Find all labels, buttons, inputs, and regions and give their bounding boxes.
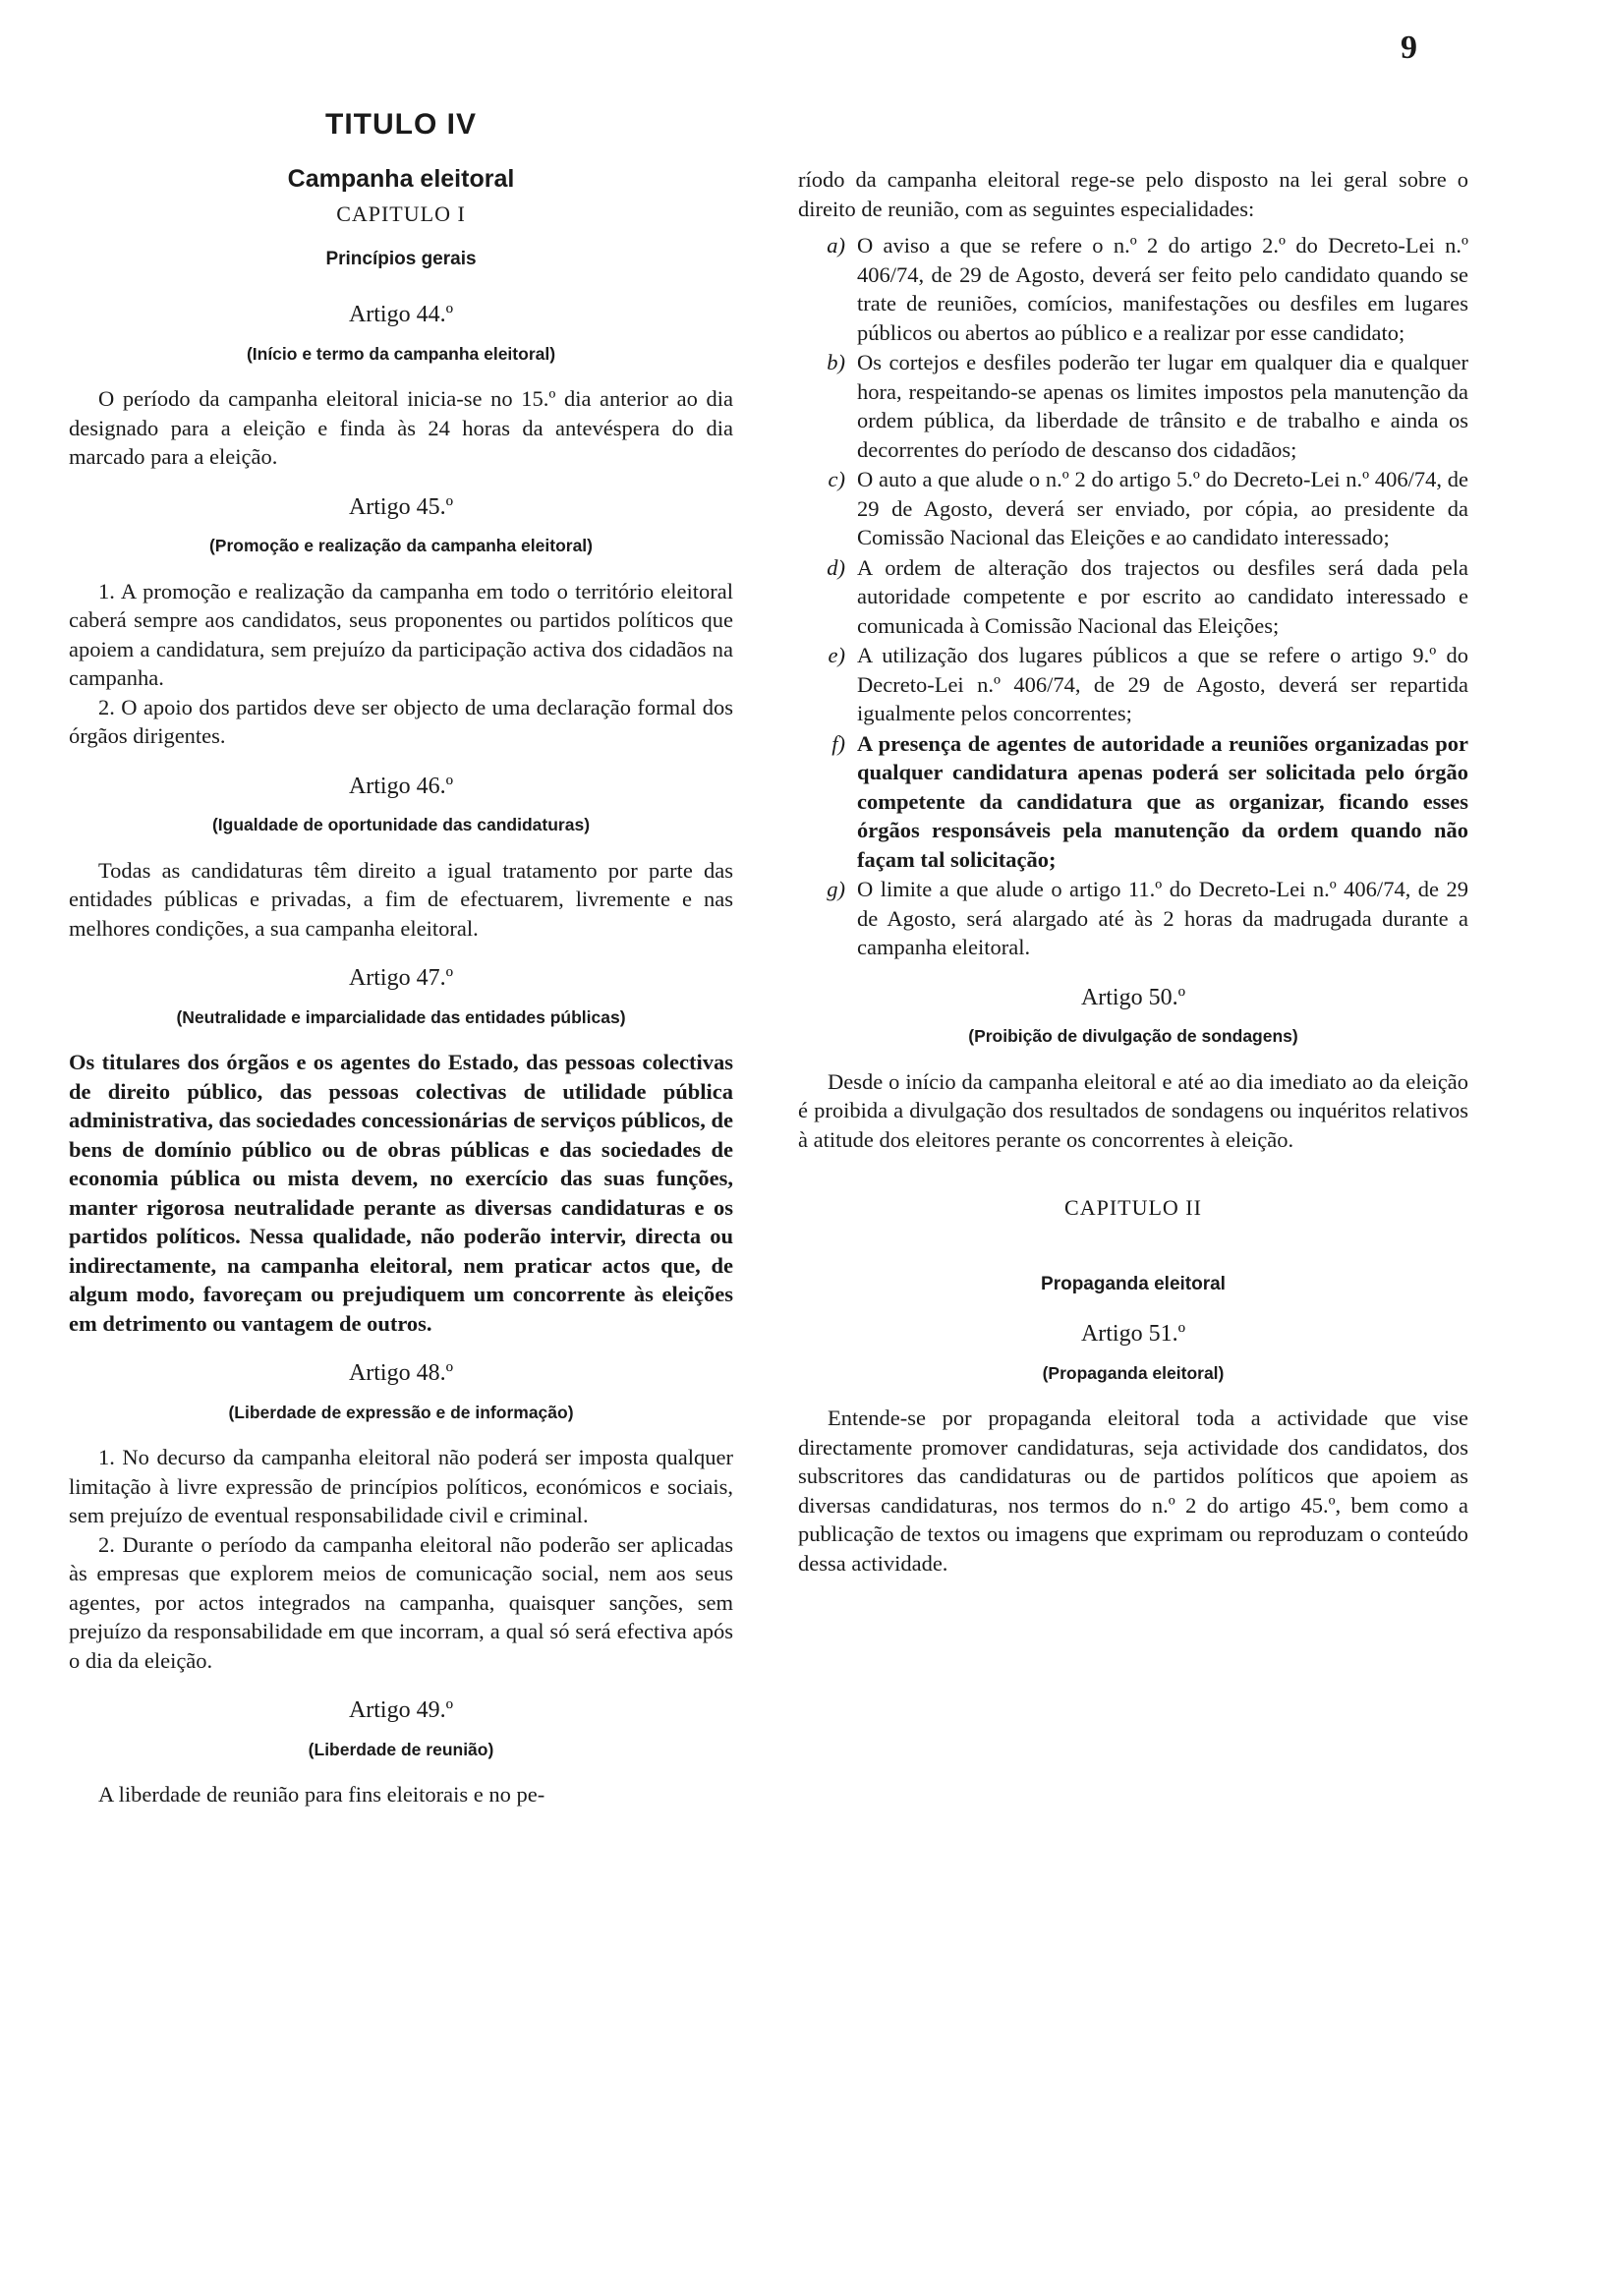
list-item [798,875,1468,962]
article-49-heading: (Liberdade de reunião) [308,1739,494,1759]
article-45-label: Artigo 45.º [348,493,454,520]
article-47-paragraph: Os titulares dos órgãos e os agentes do Estado, das pessoas colectivas de direito público, das pessoas colectivas de utilidade pública administrativa, das sociedades concessionárias de serviços públicos, de bens de domínio público ou de obras públicas e das sociedades de economia pública ou mista devem, no exercício das suas funções, manter rigorosa neutralidade perante as diversas candidaturas e os partidos políticos. Nessa qualidade, não poderão intervir, directa ou indirectamente, na campanha eleitoral, nem praticar actos que, de algum modo, favoreçam ou prejudiquem um concorrente às eleições em detrimento ou vantagem de outros. [69,1050,733,1336]
list-item-text: A utilização dos lugares públicos a que se refere o artigo 9.º do Decreto-Lei n.º 406/74, de 29 de Agosto, deverá ser repartida igualmente pelos concorrentes; [857,643,1468,725]
article-49-paragraph: A liberdade de reunião para fins eleitorais e no pe- [98,1782,545,1807]
list-item-text: O auto a que alude o n.º 2 do artigo 5.º do Decreto-Lei n.º 406/74, de 29 de Agosto, deverá ser enviado, por cópia, ao presidente da Comissão Nacional das Eleições e ao candidato interessado; [857,467,1468,549]
list-item [798,729,1468,875]
section-2-heading: Propaganda eleitoral [1041,1273,1226,1294]
article-44-label: Artigo 44.º [348,302,454,327]
list-item-text: O aviso a que se refere o n.º 2 do artigo 2.º do Decreto-Lei n.º 406/74, de 29 de Agosto, deverá ser feito pelo candidato quando se trate de reuniões, comícios, manifestações ou desfiles em lugares públicos ou abertos ao público e a realizar por esse candidato; [857,233,1468,345]
list-item-text: Os cortejos e desfiles poderão ter lugar em qualquer dia e qualquer hora, respeitando-se apenas os limites impostos pela manutenção da ordem pública, da liberdade de trânsito e de trabalho e ainda os decorrentes do período de descanso dos cidadãos; [857,350,1468,462]
list-item-text: O limite a que alude o artigo 11.º do Decreto-Lei n.º 406/74, de 29 de Agosto, será alargado até às 2 horas da madrugada durante a campanha eleitoral. [857,877,1468,959]
title-subheading: Campanha eleitoral [287,164,515,193]
article-49-list [798,231,1468,962]
article-45-paragraph-2: 2. O apoio dos partidos deve ser objecto de uma declaração formal dos órgãos dirigentes. [69,694,733,748]
list-item [798,553,1468,641]
article-48-label: Artigo 48.º [348,1360,454,1386]
section-heading: Princípios gerais [325,248,477,269]
list-item-text: A ordem de alteração dos trajectos ou desfiles será dada pela autoridade competente e por escrito ao candidato interessado e comunicada à Comissão Nacional das Eleições; [857,554,1468,638]
page-number: 9 [1401,29,1417,66]
list-item-letter: d) [827,554,845,580]
list-item [798,231,1468,347]
article-47-heading: (Neutralidade e imparcialidade das entidades públicas) [176,1006,626,1027]
title-heading: TITULO IV [325,108,477,141]
article-51-heading: (Propaganda eleitoral) [1042,1362,1225,1383]
chapter-heading: CAPITULO I [336,201,466,226]
article-49-label: Artigo 49.º [348,1697,454,1723]
article-50-paragraph: Desde o início da campanha eleitoral e até ao dia imediato ao da eleição é proibida a divulgação dos resultados de sondagens ou inquéritos relativos à atitude dos eleitores perante os concorrentes à eleição. [798,1068,1468,1152]
article-46-label: Artigo 46.º [348,773,454,799]
list-item-letter: e) [828,643,845,667]
list-item [798,465,1468,552]
article-51-label: Artigo 51.º [1080,1321,1186,1347]
list-item-letter: f) [831,730,845,756]
article-44-heading: (Início e termo da campanha eleitoral) [246,343,556,364]
list-item-letter: b) [827,350,845,374]
left-column [69,110,733,1809]
article-51-paragraph: Entende-se por propaganda eleitoral toda a actividade que vise directamente promover candidaturas, seja actividade dos candidatos, dos subscritores das candidaturas ou de partidos políticos que apoiem as diversas candidaturas, nos termos do n.º 2 do artigo 45.º, bem como a publicação de textos ou imagens que exprimam ou reproduzam o conteúdo dessa actividade. [798,1406,1468,1576]
article-48-paragraph-2: 2. Durante o período da campanha eleitoral não poderão ser aplicadas às empresas que explorem meios de comunicação social, nem aos seus agentes, por actos integrados na campanha, quaisquer sanções, sem prejuízo da responsabilidade em que incorram, a qual só será efectiva após o dia da eleição. [69,1531,733,1673]
article-46-paragraph: Todas as candidaturas têm direito a igual tratamento por parte das entidades públicas e privadas, a fim de efectuarem, livremente e nas melhores condições, a sua campanha eleitoral. [69,857,733,941]
article-45-heading: (Promoção e realização da campanha eleitoral) [208,536,593,555]
article-48-paragraph-1: 1. No decurso da campanha eleitoral não poderá ser imposta qualquer limitação à livre expressão de princípios políticos, económicos e sociais, sem prejuízo de eventual responsabilidade civil e criminal. [69,1445,733,1527]
list-item [798,348,1468,464]
list-item [798,641,1468,728]
article-48-heading: (Liberdade de expressão e de informação) [228,1402,574,1422]
article-47-label: Artigo 47.º [348,965,454,991]
article-45-paragraph-1: 1. A promoção e realização da campanha em todo o território eleitoral caberá sempre aos candidatos, seus proponentes ou partidos políticos que apoiem a candidatura, sem prejuízo da participação activa dos cidadãos na campanha. [69,578,733,690]
right-column [798,165,1468,1578]
chapter-2-heading: CAPITULO II [1064,1195,1202,1220]
list-item-letter: g) [827,877,845,901]
article-46-heading: (Igualdade de oportunidade das candidaturas) [211,815,591,834]
article-49-continuation: ríodo da campanha eleitoral rege-se pelo disposto na lei geral sobre o direito de reunião, com as seguintes especialidades: [798,167,1468,221]
article-50-label: Artigo 50.º [1080,984,1186,1010]
list-item-letter: c) [828,467,845,491]
list-item-letter: a) [827,233,845,258]
article-50-heading: (Proibição de divulgação de sondagens) [968,1026,1298,1046]
list-item-text: A presença de agentes de autoridade a reuniões organizadas por qualquer candidatura apenas poderá ser solicitada pelo órgão competente da candidatura que as organizar, ficando esses órgãos responsáveis pela manutenção da ordem quando não façam tal solicitação; [857,730,1468,872]
article-44-paragraph: O período da campanha eleitoral inicia-se no 15.º dia anterior ao dia designado para a eleição e finda às 24 horas da antevéspera do dia marcado para a eleição. [69,386,733,469]
